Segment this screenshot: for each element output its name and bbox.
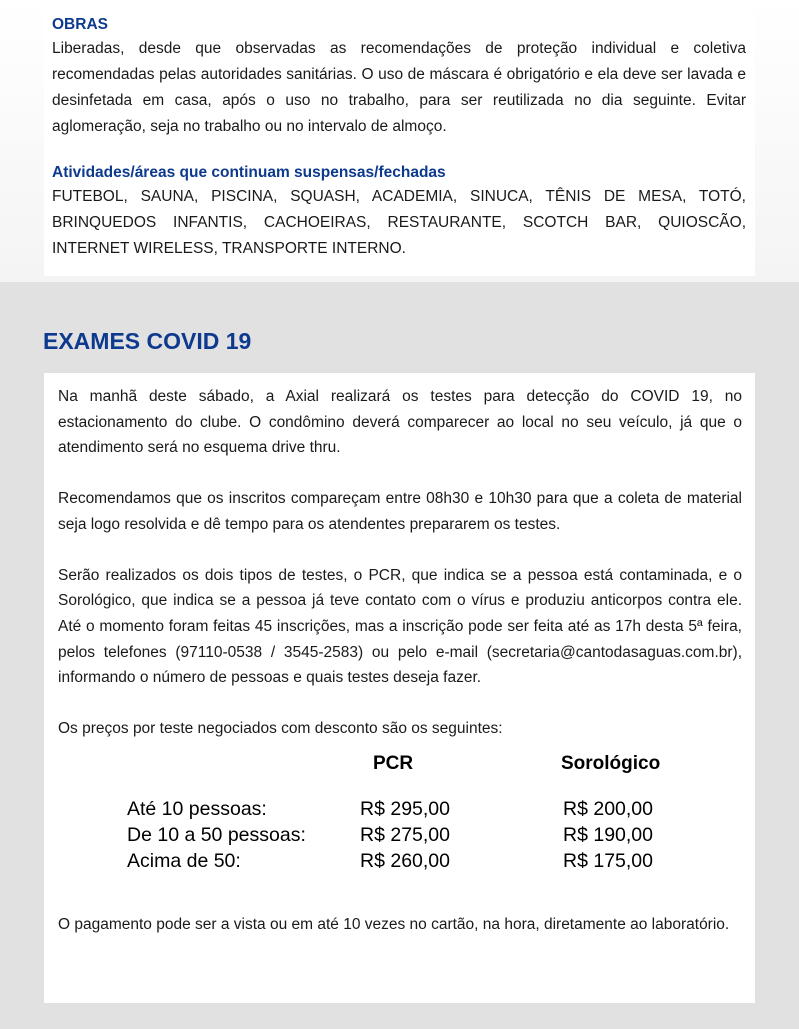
price-table (58, 746, 742, 886)
paragraph-drive-thru: Na manhã deste sábado, a Axial realizará os testes para detecção do COVID 19, no estacionamento do clube. O condômino deverá comparecer ao local no seu veículo, já que o atendimento será no esquema drive thru. (58, 388, 742, 457)
section-title: EXAMES COVID 19 (43, 328, 252, 354)
spacer (52, 140, 746, 162)
exames-card (44, 373, 755, 1003)
exames-card-content (58, 384, 742, 937)
obras-heading: OBRAS (52, 16, 108, 33)
price-row-pcr: R$ 260,00 (360, 849, 450, 872)
paragraph-prices-intro: Os preços por teste negociados com desconto são os seguintes: (58, 720, 503, 738)
price-row-sorologico: R$ 200,00 (563, 797, 653, 820)
price-row-sorologico: R$ 175,00 (563, 849, 653, 872)
price-row-pcr: R$ 275,00 (360, 823, 450, 846)
spacer (58, 691, 742, 716)
paragraph-schedule: Recomendamos que os inscritos compareçam entre 08h30 e 10h30 para que a coleta de material seja logo resolvida e dê tempo para os atendentes prepararem os testes. (58, 490, 742, 533)
obras-text: Liberadas, desde que observadas as recomendações de proteção individual e coletiva recomendadas pelas autoridades sanitárias. O uso de máscara é obrigatório e ela deve ser lavada e desinfetada em casa, após o uso no trabalho, para ser reutilizada no dia seguinte. Evitar aglomeração, seja no trabalho ou no intervalo de almoço. (52, 40, 746, 135)
price-header-sorologico: Sorológico (561, 752, 661, 774)
top-section (0, 0, 799, 282)
price-row-pcr: R$ 295,00 (360, 797, 450, 820)
spacer (58, 538, 742, 563)
spacer (58, 461, 742, 486)
payment-note: O pagamento pode ser a vista ou em até 10 vezes no cartão, na hora, diretamente ao laboratório. (58, 915, 730, 933)
price-row (58, 822, 742, 848)
price-header-pcr: PCR (373, 752, 414, 774)
suspended-list: FUTEBOL, SAUNA, PISCINA, SQUASH, ACADEMIA, SINUCA, TÊNIS DE MESA, TOTÓ, BRINQUEDOS INFANTIS, CACHOEIRAS, RESTAURANTE, SCOTCH BAR, QUIOSCÃO, INTERNET WIRELESS, TRANSPORTE INTERNO. (52, 188, 746, 257)
works-card-content (52, 14, 746, 262)
price-row-label: Até 10 pessoas: (127, 797, 267, 820)
price-row (58, 848, 742, 874)
price-row-sorologico: R$ 190,00 (563, 823, 653, 846)
exames-section (0, 282, 799, 1029)
works-card (44, 0, 755, 276)
spacer (58, 886, 742, 912)
price-row-label: Acima de 50: (127, 849, 241, 872)
price-row (58, 796, 742, 822)
price-row-label: De 10 a 50 pessoas: (127, 823, 306, 846)
suspended-heading: Atividades/áreas que continuam suspensas/fechadas (52, 164, 446, 181)
paragraph-test-types: Serão realizados os dois tipos de testes, o PCR, que indica se a pessoa está contaminada, e o Sorológico, que indica se a pessoa já teve contato com o vírus e produziu anticorpos contra ele. Até o momento foram feitas 45 inscrições, mas a inscrição pode ser feita até as 17h desta 5ª feira, pelos telefones (97110-0538 / 3545-2583) ou pelo e-mail (secretaria@cantodasaguas.com.br), informando o número de pessoas e quais testes deseja fazer. (58, 566, 742, 687)
